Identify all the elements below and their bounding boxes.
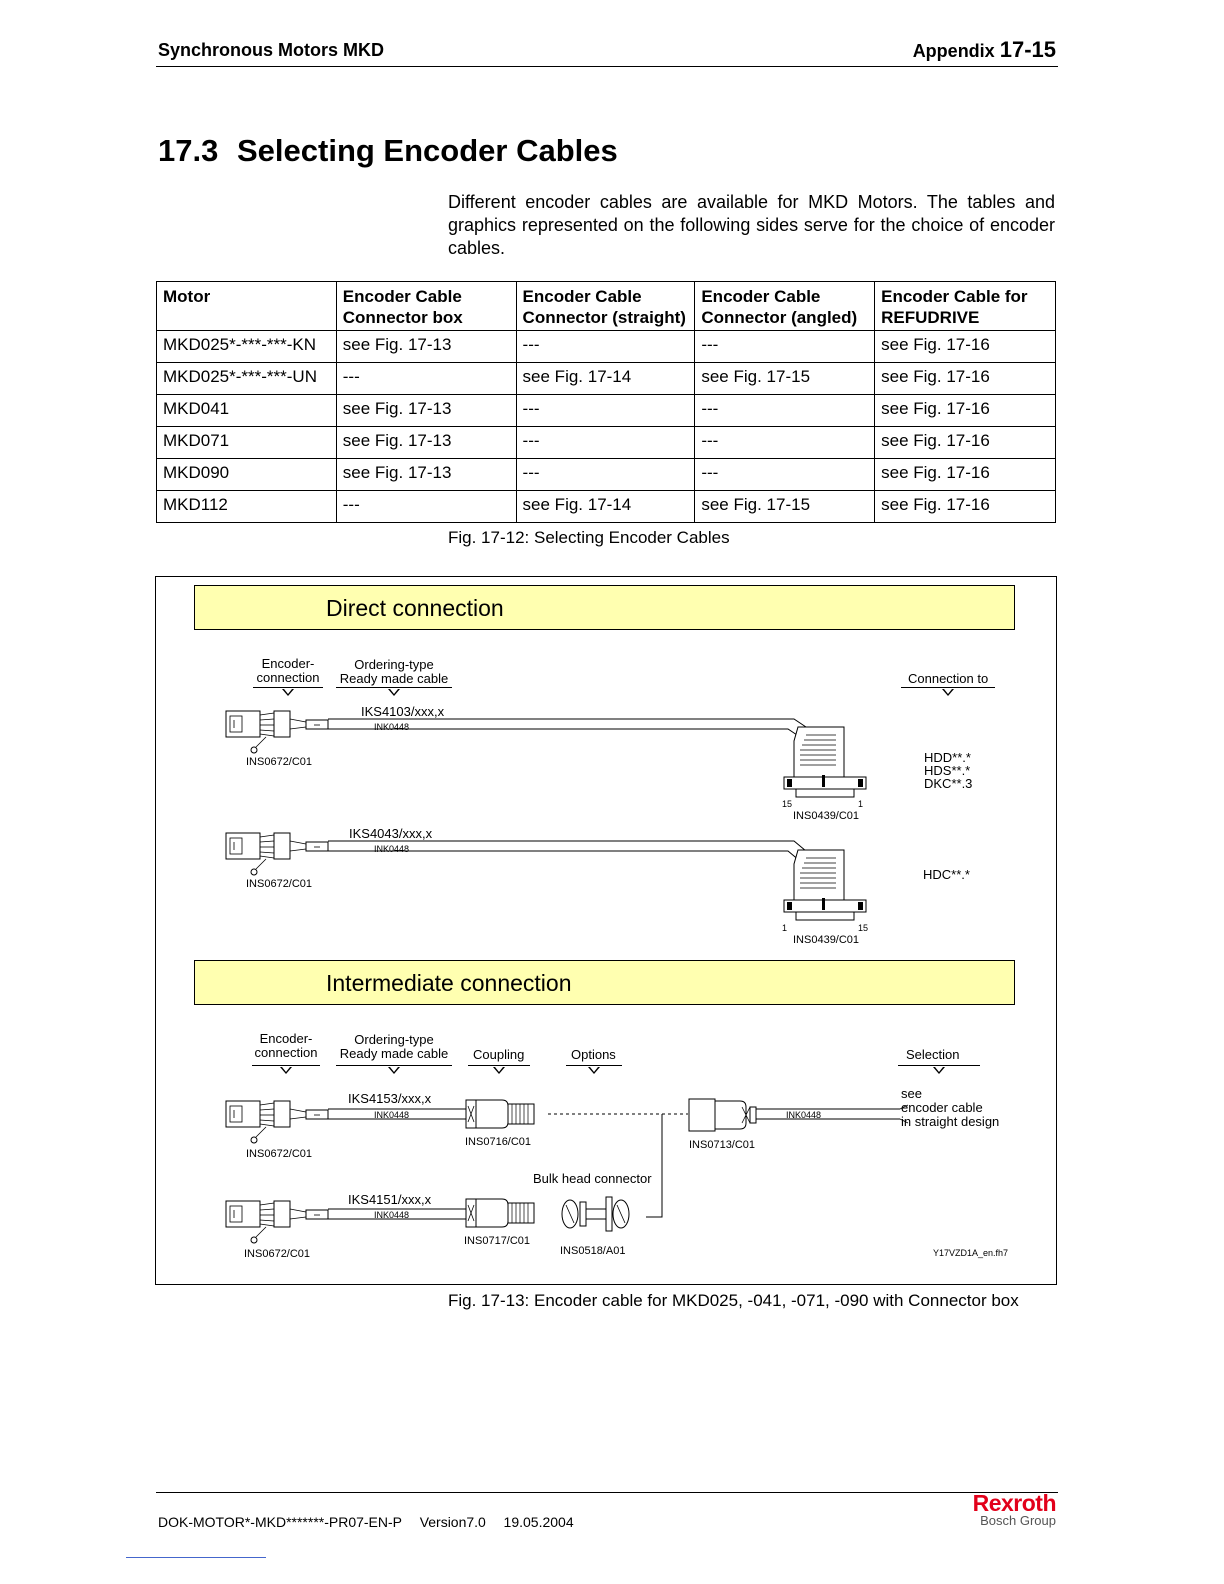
down-caret-icon [282,689,294,696]
table-cell: see Fig. 17-13 [336,395,516,427]
table-cell: see Fig. 17-16 [875,395,1056,427]
down-caret-icon [942,689,954,696]
encoder-connection-label: Encoder- connection [254,1031,318,1060]
ins-label: INS0717/C01 [464,1235,531,1247]
section-heading [158,133,618,169]
intro-paragraph: Different encoder cables are available for MKD Motors. The tables and graphics represented on the following sides serve for the choice of encoder cables. [448,192,1055,258]
table-cell: MKD071 [157,427,337,459]
table-header-cell: Encoder Cable Connector (straight) [516,282,695,331]
down-caret-icon [388,1067,400,1074]
ins-label: INS0713/C01 [689,1139,756,1151]
down-caret-icon [388,689,400,696]
table-cell: see Fig. 17-13 [336,459,516,491]
encoder-connector [226,1201,328,1243]
pin-number: 15 [858,923,869,933]
table-cell: --- [695,395,875,427]
ink-label: INK0448 [374,1110,410,1120]
encoder-cable-table [156,281,1056,523]
coupling-connector [466,1199,534,1227]
table-cell: --- [695,331,875,363]
table-cell: MKD041 [157,395,337,427]
coupling-connector [466,1100,534,1128]
figure-caption: Fig. 17-13: Encoder cable for MKD025, -041, -071, -090 with Connector box [448,1291,1019,1310]
intermediate-connection-title: Intermediate connection [326,970,572,996]
cable-label: IKS4043/xxx,x [349,826,433,841]
footer-rule [156,1492,1058,1493]
pin-number: 1 [782,923,788,933]
ins-label: INS0439/C01 [793,810,860,822]
column-underline [566,1065,622,1066]
ins-label: INS0439/C01 [793,934,860,946]
table-cell: --- [336,363,516,395]
table-row [157,363,1056,395]
column-underline [253,687,323,688]
direct-connection-title: Direct connection [326,595,504,621]
column-underline [898,1065,980,1066]
table-row [157,459,1056,491]
target-label: HDC**.* [923,867,970,882]
footer-doc-info [158,1514,574,1530]
ins-label: INS0672/C01 [246,756,313,768]
ink-label: INK0448 [374,722,410,732]
table-cell: --- [695,459,875,491]
table-cell: --- [516,395,695,427]
table-cell: see Fig. 17-16 [875,331,1056,363]
selection-label: Selection [906,1047,960,1062]
ordering-type-label: Ordering-type Ready made cable [339,657,449,686]
ordering-type-label: Ordering-type Ready made cable [339,1032,449,1061]
page-number: 17-15 [999,37,1056,62]
running-header-title: Synchronous Motors MKD [158,40,385,60]
encoder-connector [226,711,328,753]
table-cell: MKD025*-***-***-KN [157,331,337,363]
target-list: HDD**.* HDS**.* DKC**.3 [924,750,973,791]
table-header-cell: Motor [157,282,337,331]
appendix-label: Appendix [912,41,995,61]
section-title: Selecting Encoder Cables [237,133,618,168]
table-cell: see Fig. 17-13 [336,331,516,363]
down-caret-icon [280,1067,292,1074]
column-underline [901,687,995,688]
encoder-connector [226,833,328,875]
table-row [157,395,1056,427]
table-cell: --- [516,427,695,459]
cable-diagram-figure [155,576,1057,1285]
table-cell: see Fig. 17-14 [516,491,695,523]
down-caret-icon [933,1067,945,1074]
table-cell: see Fig. 17-16 [875,427,1056,459]
doc-number: DOK-MOTOR*-MKD*******-PR07-EN-P [158,1514,403,1530]
running-header-page [913,37,1056,63]
pin-number: 1 [858,799,864,809]
table-cell: --- [336,491,516,523]
table-cell: see Fig. 17-16 [875,491,1056,523]
table-cell: see Fig. 17-14 [516,363,695,395]
down-caret-icon [588,1067,600,1074]
table-header-cell: Encoder Cable Connector box [336,282,516,331]
cable-label: IKS4153/xxx,x [348,1091,432,1106]
column-underline [252,1065,320,1066]
bulk-head-label: Bulk head connector [533,1171,652,1186]
cable-label: IKS4103/xxx,x [361,704,445,719]
doc-date: 19.05.2004 [503,1514,574,1530]
table-cell: see Fig. 17-15 [695,491,875,523]
encoder-connection-label: Encoder- connection [256,656,320,685]
ink-label: INK0448 [374,1210,410,1220]
table-cell: --- [695,427,875,459]
table-header-cell: Encoder Cable for REFUDRIVE [875,282,1056,331]
column-underline [336,687,452,688]
table-cell: see Fig. 17-16 [875,363,1056,395]
table-cell: MKD112 [157,491,337,523]
link-underline [126,1557,266,1558]
down-caret-icon [493,1067,505,1074]
table-cell: see Fig. 17-13 [336,427,516,459]
table-cell: --- [516,459,695,491]
bosch-group-label: Bosch Group [980,1513,1056,1528]
table-cell: MKD025*-***-***-UN [157,363,337,395]
cable-label: IKS4151/xxx,x [348,1192,432,1207]
header-rule [156,66,1058,67]
bulk-head-connector [562,1197,629,1231]
selection-text: see encoder cable in straight design [901,1086,1000,1129]
ins-label: INS0518/A01 [560,1245,626,1257]
section-number: 17.3 [158,133,219,168]
ins-label: INS0672/C01 [246,1148,313,1160]
table-cell: see Fig. 17-15 [695,363,875,395]
column-underline [468,1065,530,1066]
ins-label: INS0672/C01 [244,1248,311,1260]
table-caption: Fig. 17-12: Selecting Encoder Cables [448,528,730,547]
ink-label: INK0448 [786,1110,822,1120]
column-underline [336,1065,452,1066]
dsub-plug [784,850,866,920]
file-id: Y17VZD1A_en.fh7 [933,1248,1009,1258]
options-label: Options [571,1047,616,1062]
connection-to-label: Connection to [908,671,989,686]
pin-number: 15 [782,799,793,809]
ins-label: INS0716/C01 [465,1136,532,1148]
encoder-connector [226,1101,328,1143]
table-row [157,491,1056,523]
direct-connection-band [194,585,1015,630]
table-header-row [157,282,1056,331]
doc-version: Version7.0 [419,1514,486,1530]
ink-label: INK0448 [374,844,410,854]
table-cell: --- [516,331,695,363]
rexroth-logo: Rexroth [972,1490,1056,1516]
table-cell: see Fig. 17-16 [875,459,1056,491]
table-cell: MKD090 [157,459,337,491]
ins-label: INS0672/C01 [246,878,313,890]
table-row [157,427,1056,459]
intermediate-connection-band [194,960,1015,1005]
coupling-label: Coupling [473,1047,525,1062]
table-header-cell: Encoder Cable Connector (angled) [695,282,875,331]
dsub-plug [784,727,866,797]
table-row [157,331,1056,363]
